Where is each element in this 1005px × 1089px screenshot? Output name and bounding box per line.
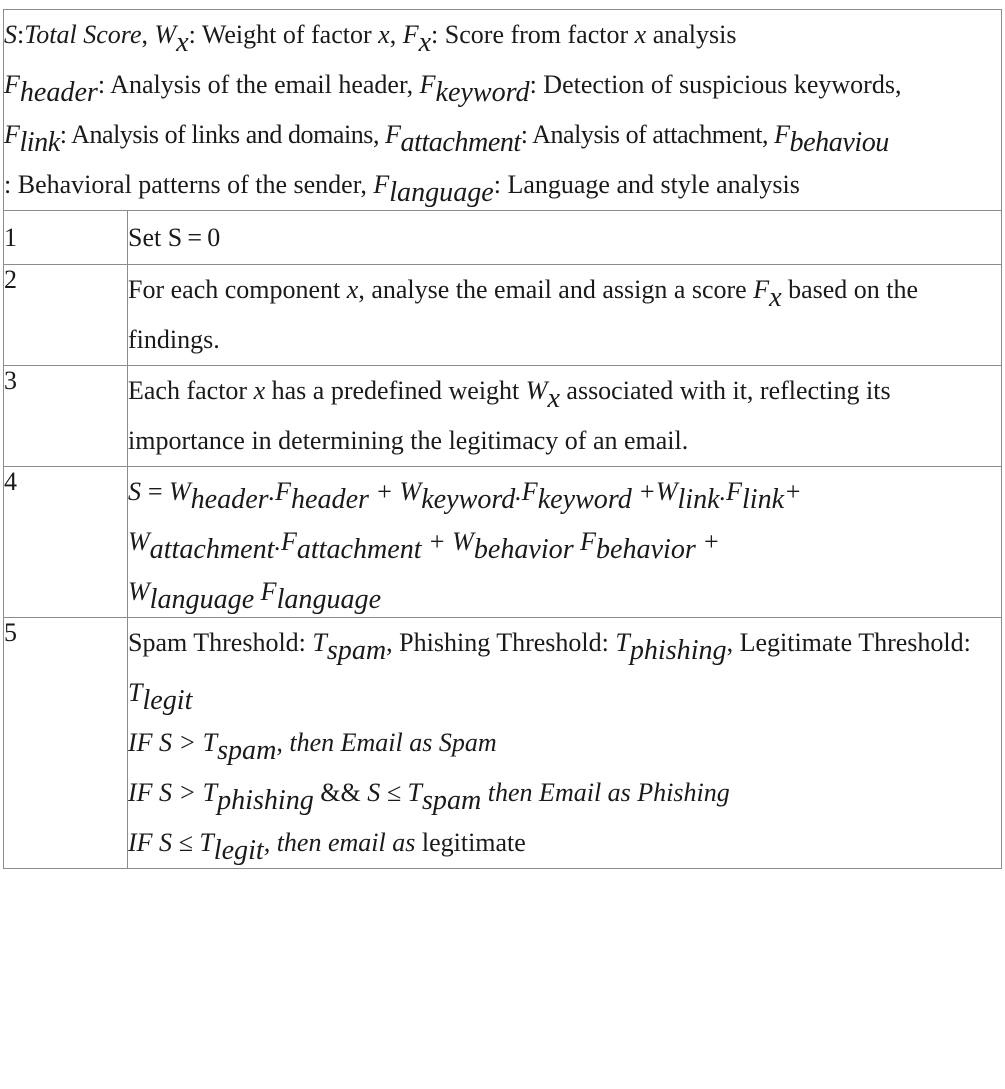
sym-s: S	[4, 20, 17, 49]
sub-attachment: attachment	[149, 533, 275, 565]
sub-x: x	[769, 281, 782, 313]
sym-f: F	[521, 477, 538, 506]
step-2-part-b: , analyse the email and assign a score	[358, 275, 747, 304]
sym-f: F	[280, 527, 297, 556]
step-number: 2	[4, 265, 128, 366]
sub-header: header	[19, 76, 98, 108]
sym-t: T	[202, 728, 218, 757]
sym-x: x	[378, 20, 390, 49]
sym-x: x	[346, 275, 359, 304]
rule-legit: IF $S \le T_{legit}$, then email as legitimate	[128, 828, 526, 866]
then-legit: then email as	[276, 828, 416, 857]
step-thresholds: Spam Threshold: $T_{spam}$, Phishing Threshold: $T_{phishing}$, Legitimate Threshold: $T_{legit}$ IF $S > T_{spam}$, then Email as Spam IF $S > T_{phishing}$ && $S \le T_{spam}$ then Email as Phishing IF $S \le T_{legit}$, then email as legitimate	[128, 618, 1002, 869]
step-2-part-a: For each component	[128, 275, 341, 304]
if-keyword: IF S	[128, 828, 173, 857]
legend-line-3: $F_{link}$: Analysis of links and domains, $F_{attachment}$: Analysis of attachment, $F_{behaviou}$	[4, 120, 889, 158]
step-row-3	[4, 366, 1002, 467]
rule-phishing: IF $S > T_{phishing}$ && $S \le T_{spam}$ then Email as Phishing	[128, 778, 730, 816]
link-desc: Analysis of links and domains	[71, 120, 373, 149]
then-spam: then Email as Spam	[289, 728, 497, 757]
sym-f: F	[402, 20, 419, 49]
sym-f: F	[373, 170, 390, 199]
sub-x: x	[176, 26, 189, 58]
sym-w: W	[452, 527, 474, 556]
step-row-4	[4, 467, 1002, 618]
then-phishing: then Email as Phishing	[487, 778, 730, 807]
step-3-part-b: has a predefined weight	[271, 376, 520, 405]
step-equation: $S = W_{header}.F_{header} + W_{keyword}.F_{keyword} +W_{link}.F_{link}+$ $W_{attachment}.F_{attachment} + W_{behavior}$ $F_{behavior}$ + $W_{language}$ $F_{language}$	[128, 467, 1002, 618]
header-desc: Analysis of the email header	[110, 70, 407, 99]
fx-desc: Score from factor	[444, 20, 629, 49]
attachment-desc: Analysis of attachment	[532, 120, 762, 149]
step-number: 4	[4, 467, 128, 618]
sub-spam: spam	[422, 784, 482, 816]
eq-lhs: S =	[128, 477, 169, 506]
sym-w: W	[128, 527, 150, 556]
phishing-threshold-label: Phishing Threshold:	[399, 628, 609, 657]
behavior-desc: Behavioral patterns of the sender	[17, 170, 361, 199]
sym-w: W	[655, 477, 678, 506]
sym-t: T	[199, 828, 214, 857]
sym-t: T	[128, 678, 143, 707]
sub-spam: spam	[217, 734, 277, 766]
if-keyword: IF S	[128, 778, 173, 807]
sym-t: T	[615, 628, 630, 657]
sym-f: F	[580, 527, 597, 556]
step-3-part-c: associated with it, reflecting its importance in determining the legitimacy of an email.	[128, 376, 891, 455]
sub-phishing: phishing	[217, 784, 314, 816]
sub-legit: legit	[142, 684, 193, 716]
step-number: 3	[4, 366, 128, 467]
sym-f: F	[260, 577, 277, 606]
sub-x: x	[418, 26, 432, 58]
sym-t: T	[312, 628, 327, 657]
sym-t: T	[202, 778, 218, 807]
sym-x: x	[634, 20, 647, 49]
sym-t: T	[407, 778, 422, 807]
sym-f: F	[726, 477, 742, 506]
legend-row	[4, 10, 1002, 211]
analysis-word: analysis	[652, 20, 737, 49]
wx-desc: Weight of factor	[201, 20, 372, 49]
legend-line-4: : Behavioral patterns of the sender, $F_{language}$: Language and style analysis	[4, 170, 800, 208]
sym-f: F	[753, 275, 770, 304]
sub-language: language	[149, 583, 255, 615]
spam-threshold-label: Spam Threshold:	[128, 628, 306, 657]
sub-keyword: keyword	[435, 76, 530, 108]
sym-w: W	[154, 20, 177, 49]
sub-behaviou: behaviou	[789, 126, 889, 158]
sub-link: link	[19, 126, 60, 158]
sub-behavior: behavior	[473, 533, 574, 565]
sub-attachment: attachment	[400, 126, 521, 158]
sub-behavior: behavior	[596, 533, 696, 565]
step-number: 5	[4, 618, 128, 869]
sym-x: x	[253, 376, 266, 405]
legitimate-word: legitimate	[421, 828, 526, 857]
sym-f: F	[774, 120, 790, 149]
total-score-label: Total Score	[24, 20, 142, 49]
step-row-2	[4, 265, 1002, 366]
sym-f: F	[385, 120, 401, 149]
keyword-desc: Detection of suspicious keywords,	[543, 70, 902, 99]
sub-attachment: attachment	[296, 533, 422, 565]
algorithm-table	[3, 9, 1002, 869]
sub-link: link	[677, 483, 720, 515]
language-desc: Language and style analysis	[507, 170, 800, 199]
sym-w: W	[128, 577, 150, 606]
sym-f: F	[4, 70, 20, 99]
legend-line-2: $F_{header}$: Analysis of the email header, $F_{keyword}$: Detection of suspicious keywords,	[4, 70, 902, 108]
step-text: Set S = 0	[128, 211, 1002, 265]
sub-spam: spam	[326, 634, 387, 666]
sym-f: F	[419, 70, 436, 99]
sub-link: link	[741, 483, 785, 515]
step-row-1	[4, 211, 1002, 265]
sym-w: W	[168, 477, 191, 506]
sub-x: x	[547, 382, 560, 414]
step-row-5	[4, 618, 1002, 869]
step-number: 1	[4, 211, 128, 265]
legend-line-1: S:Total Score, $W_x$: Weight of factor x, $F_x$: Score from factor x analysis	[4, 20, 737, 58]
step-text	[128, 366, 1002, 467]
sub-header: header	[291, 483, 369, 515]
sym-w: W	[525, 376, 548, 405]
sub-header: header	[190, 483, 269, 515]
sub-language: language	[389, 176, 494, 208]
sub-keyword: keyword	[537, 483, 632, 515]
legend-cell	[4, 10, 1002, 211]
sub-phishing: phishing	[629, 634, 727, 666]
sym-w: W	[399, 477, 422, 506]
sym-f: F	[275, 477, 292, 506]
sub-language: language	[276, 583, 382, 615]
step-text	[128, 265, 1002, 366]
if-keyword: IF S	[128, 728, 173, 757]
step-3-part-a: Each factor	[128, 376, 248, 405]
legit-threshold-label: Legitimate Threshold:	[739, 628, 971, 657]
sym-f: F	[4, 120, 20, 149]
step-2-part-c: based on the findings.	[128, 275, 919, 354]
rule-spam: IF $S > T_{spam}$, then Email as Spam	[128, 728, 497, 766]
sub-keyword: keyword	[421, 483, 516, 515]
sub-legit: legit	[213, 834, 264, 866]
